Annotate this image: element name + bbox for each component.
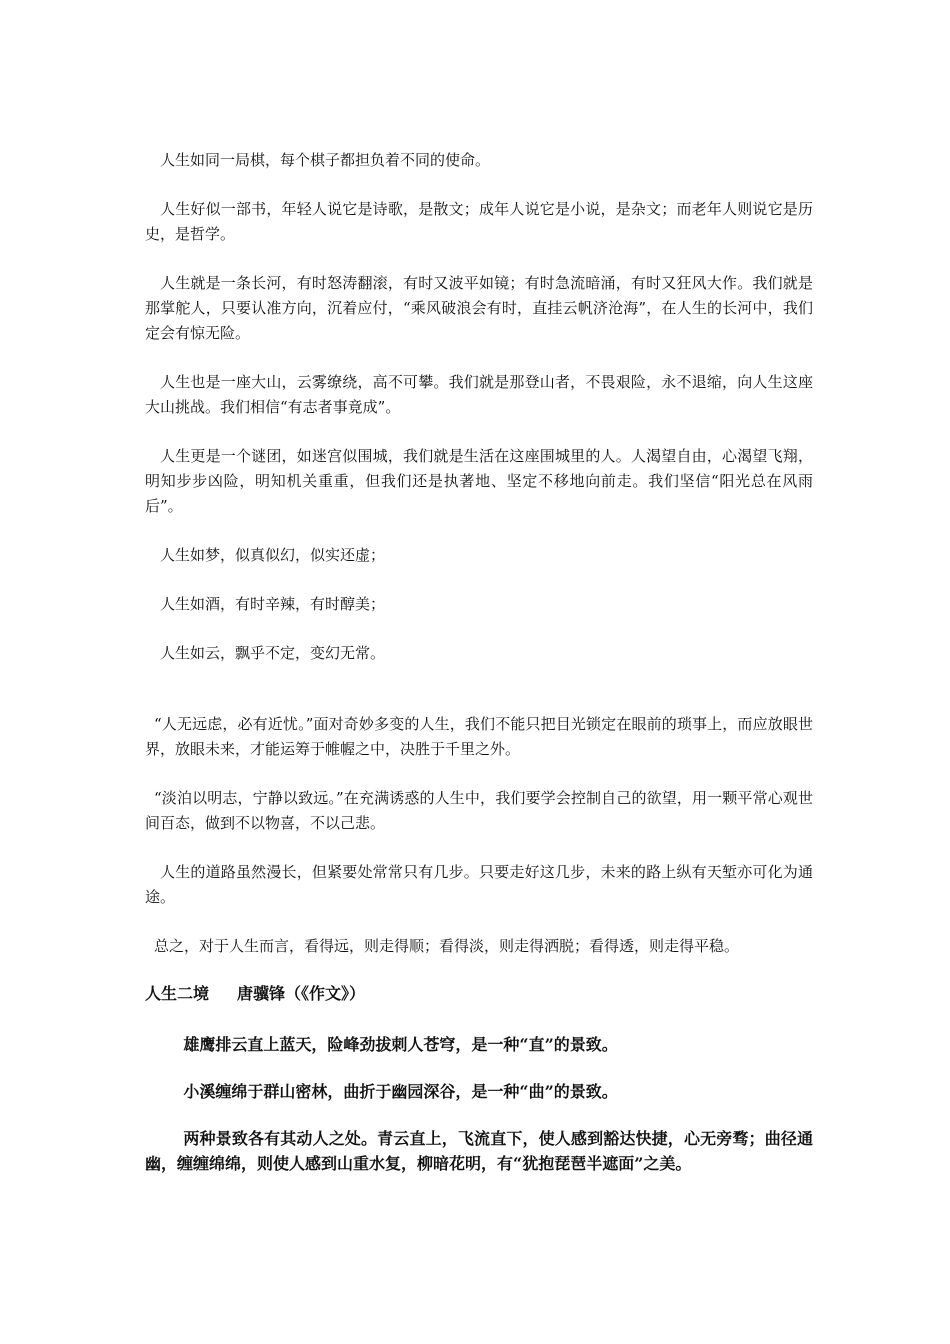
paragraph: 人生好似一部书，年轻人说它是诗歌，是散文；成年人说它是小说，是杂文；而老年人则说它是历史，是哲学。 — [145, 200, 813, 243]
section-heading — [145, 981, 813, 1006]
section-title: 人生二境 — [145, 984, 210, 1003]
paragraph: 总之，对于人生而言，看得远，则走得顺；看得淡，则走得洒脱；看得透，则走得平稳。 — [154, 937, 740, 955]
paragraph: 人生如梦，似真似幻，似实还虚； — [160, 546, 386, 564]
paragraph: 人生就是一条长河，有时怒涛翻滚，有时又波平如镜；有时急流暗涌，有时又狂风大作。我们就是那掌舵人，只要认准方向，沉着应付，“乘风破浪会有时，直挂云帆济沧海”，在人生的长河中，我们定会有惊无险。 — [145, 274, 813, 342]
section-author: 唐骥锋（《作文》） — [237, 984, 366, 1003]
paragraph: 人生也是一座大山，云雾缭绕，高不可攀。我们就是那登山者，不畏艰险，永不退缩，向人生这座大山挑战。我们相信“有志者事竟成”。 — [145, 373, 813, 416]
paragraph: “淡泊以明志，宁静以致远。”在充满诱惑的人生中，我们要学会控制自己的欲望，用一颗平常心观世间百态，做到不以物喜，不以己悲。 — [145, 789, 813, 832]
section-paragraph: 两种景致各有其动人之处。青云直上，飞流直下，使人感到豁达快捷，心无旁骛；曲径通幽，缠缠绵绵，则使人感到山重水复，柳暗花明，有“犹抱琵琶半遮面”之美。 — [145, 1129, 813, 1173]
section-paragraph: 雄鹰排云直上蓝天，险峰劲拔刺人苍穹，是一种“直”的景致。 — [183, 1035, 618, 1054]
paragraph: 人生更是一个谜团，如迷宫似围城，我们就是生活在这座围城里的人。人渴望自由，心渴望飞翔，明知步步凶险，明知机关重重，但我们还是执著地、坚定不移地向前走。我们坚信“阳光总在风雨后”。 — [145, 447, 813, 515]
paragraph: “人无远虑，必有近忧。”面对奇妙多变的人生，我们不能只把目光锁定在眼前的琐事上，而应放眼世界，放眼未来，才能运筹于帷幄之中，决胜于千里之外。 — [145, 715, 813, 758]
paragraph: 人生如云，飘乎不定，变幻无常。 — [160, 644, 386, 662]
section-paragraph: 小溪缠绵于群山密林，曲折于幽园深谷，是一种“曲”的景致。 — [183, 1082, 618, 1101]
paragraph: 人生如酒，有时辛辣，有时醇美； — [160, 595, 386, 613]
paragraph: 人生的道路虽然漫长，但紧要处常常只有几步。只要走好这几步，未来的路上纵有天堑亦可化为通途。 — [145, 863, 813, 906]
document-body — [145, 148, 813, 1198]
paragraph: 人生如同一局棋，每个棋子都担负着不同的使命。 — [160, 151, 491, 169]
